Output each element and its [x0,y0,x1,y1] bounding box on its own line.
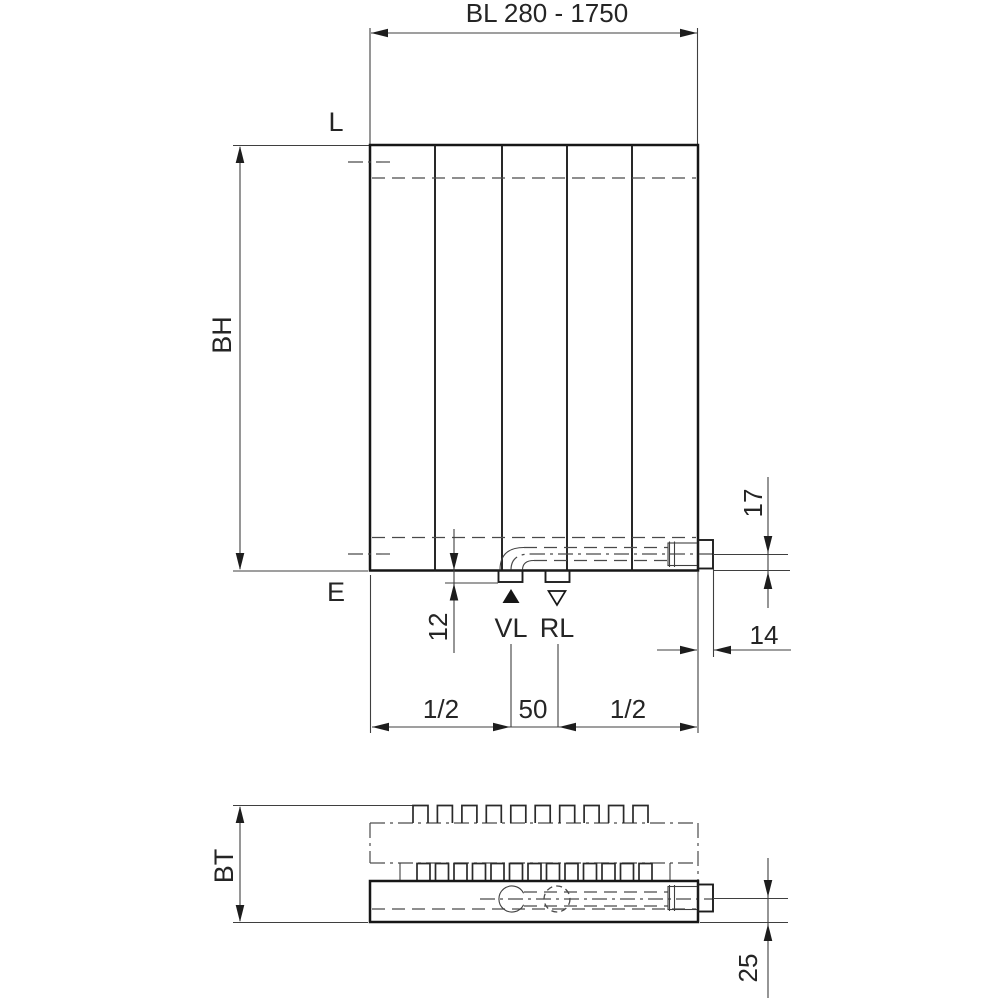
dimension-bl [370,0,698,144]
dim-half-left-label: 1/2 [422,694,460,724]
return-marker-icon [549,591,566,605]
arrowhead-down [764,880,773,897]
bh-label: BH [207,316,237,354]
arrowhead-right [680,29,697,38]
level-lines [233,107,370,607]
vl-tab [499,571,523,583]
bottom-view-convector [370,806,698,882]
arrowhead-down [236,905,245,922]
arrowhead-down [450,553,459,570]
rl-label: RL [539,613,575,643]
arrowhead-down [764,536,773,553]
arrowhead-left [372,723,389,732]
radiator-outline [370,145,698,571]
dim-half-right-label: 1/2 [609,694,647,724]
arrowhead-up [764,572,773,589]
dimension-chain-bottom [371,571,699,733]
dimension-bh [207,146,244,570]
arrowhead-down [236,553,245,570]
arrowhead-up [236,806,245,823]
dim-25-label: 25 [733,953,763,983]
connection-nipple-bottom [698,885,713,912]
dimension-25 [700,858,788,998]
front-view [348,145,698,571]
level-l-label: L [328,107,344,137]
arrowhead-right [680,646,697,655]
level-e-label: E [326,577,346,607]
internal-pipe-front [500,540,713,570]
supply-marker-icon [503,589,520,603]
dim-50-label: 50 [518,694,548,724]
arrowhead-left [371,29,388,38]
arrowhead-right [493,723,510,732]
arrowhead-left [559,723,576,732]
bl-range-label: BL 280 - 1750 [465,0,629,28]
arrowhead-up [450,584,459,601]
bt-label: BT [209,848,239,884]
dim-14-label: 14 [749,620,779,650]
dim-12-label: 12 [423,612,453,642]
vl-label: VL [494,613,528,643]
pipe-fitting-bottom [668,887,698,910]
arrowhead-right [680,723,697,732]
dimension-14 [657,569,791,657]
arrowhead-up [236,146,245,163]
arrowhead-left [714,646,731,655]
dimension-17 [713,477,790,608]
panel-outline [370,881,698,922]
dim-17-label: 17 [738,488,768,518]
bottom-view-panel [370,881,713,922]
arrowhead-up [764,924,773,941]
rl-tab [546,571,570,583]
